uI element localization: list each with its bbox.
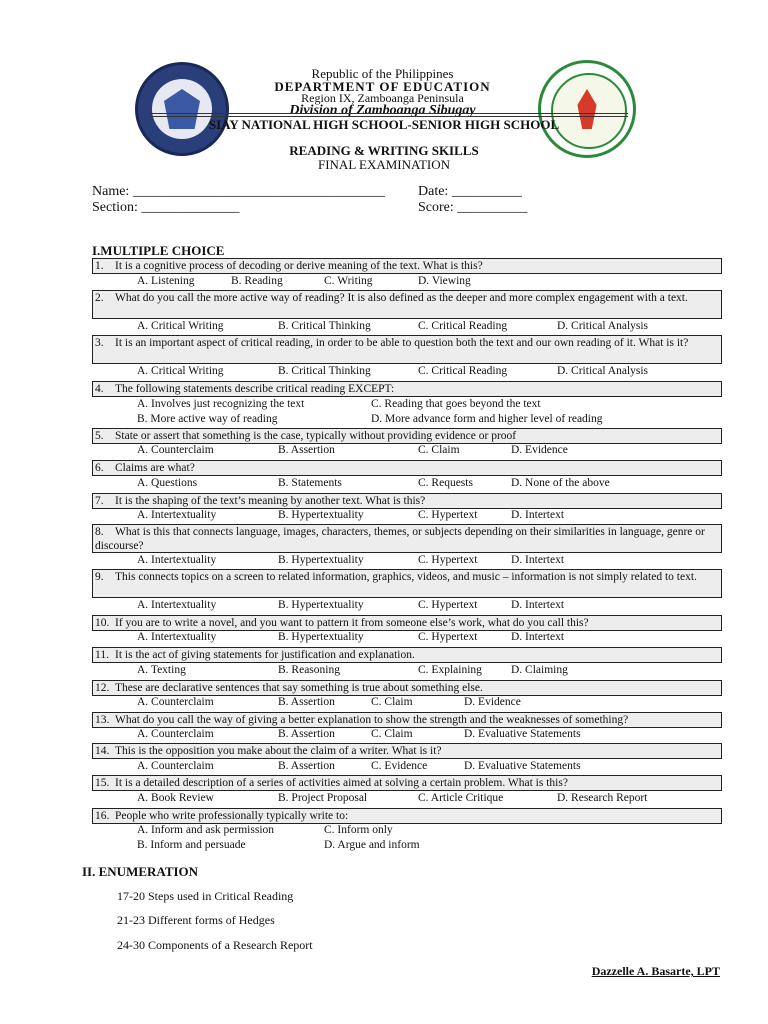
option-b[interactable]: B. Hypertextuality: [278, 631, 364, 643]
option-a[interactable]: A. Critical Writing: [137, 320, 224, 332]
question-text: What do you call the more active way of reading? It is also defined as the deeper and more complex engagement with a text.: [115, 292, 688, 304]
option-d[interactable]: D. Evaluative Statements: [464, 728, 581, 740]
option-d[interactable]: D. More advance form and higher level of reading: [371, 413, 603, 425]
option-d[interactable]: D. Research Report: [557, 792, 648, 804]
header-rule: [150, 113, 628, 114]
question-item: [92, 808, 722, 824]
option-a[interactable]: A. Intertextuality: [137, 599, 217, 611]
question-number: 2.: [95, 292, 104, 304]
option-d[interactable]: D. Evidence: [464, 696, 521, 708]
option-c[interactable]: C. Hypertext: [418, 631, 478, 643]
option-a[interactable]: A. Involves just recognizing the text: [137, 398, 305, 410]
question-number: 4.: [95, 383, 104, 395]
question-text: It is a detailed description of a series of activities aimed at solving a certain problem. What is this?: [115, 777, 568, 789]
option-b[interactable]: B. Hypertextuality: [278, 599, 364, 611]
option-a[interactable]: A. Critical Writing: [137, 365, 224, 377]
option-d[interactable]: D. Evaluative Statements: [464, 760, 581, 772]
question-text: It is an important aspect of critical reading, in order to be able to question both the text and our own reading of it. What is it?: [115, 337, 689, 349]
option-d[interactable]: D. Intertext: [511, 554, 565, 566]
option-c[interactable]: C. Requests: [418, 477, 473, 489]
question-number: 16.: [95, 810, 110, 822]
option-b[interactable]: B. Hypertextuality: [278, 554, 364, 566]
option-d[interactable]: D. Evidence: [511, 444, 568, 456]
option-c[interactable]: C. Explaining: [418, 664, 482, 676]
question-item: [92, 647, 722, 663]
score-field[interactable]: Score: __________: [418, 200, 528, 215]
header-republic: Republic of the Philippines: [311, 66, 454, 81]
option-a[interactable]: A. Listening: [137, 275, 195, 287]
option-c[interactable]: C. Claim: [371, 728, 413, 740]
option-b[interactable]: B. Inform and persuade: [137, 839, 246, 851]
exam-title: FINAL EXAMINATION: [317, 157, 451, 172]
question-item: [92, 569, 722, 598]
option-b[interactable]: B. Critical Thinking: [278, 320, 371, 332]
option-a[interactable]: A. Counterclaim: [137, 760, 214, 772]
question-number: 15.: [95, 777, 110, 789]
question-number: 1.: [95, 260, 104, 272]
question-item: [92, 335, 722, 364]
enumeration-item: 21-23 Different forms of Hedges: [117, 913, 275, 927]
option-d[interactable]: D. Intertext: [511, 509, 565, 521]
option-a[interactable]: A. Counterclaim: [137, 444, 214, 456]
option-a[interactable]: A. Counterclaim: [137, 696, 214, 708]
section-enumeration: II. ENUMERATION: [82, 864, 199, 879]
option-d[interactable]: D. Intertext: [511, 631, 565, 643]
question-number: 5.: [95, 430, 104, 442]
question-item: [92, 381, 722, 397]
question-text: What is this that connects language, images, characters, themes, or subjects depending on their similarities in language, genre or discourse?: [95, 526, 705, 552]
option-b[interactable]: B. Reading: [231, 275, 283, 287]
question-item: [92, 743, 722, 759]
option-a[interactable]: A. Inform and ask permission: [137, 824, 275, 836]
school-name: SIAY NATIONAL HIGH SCHOOL-SENIOR HIGH SCHOOL: [208, 117, 560, 132]
option-a[interactable]: A. Texting: [137, 664, 186, 676]
question-text: The following statements describe critical reading EXCEPT:: [115, 383, 395, 395]
question-number: 10.: [95, 617, 110, 629]
option-d[interactable]: D. Argue and inform: [324, 839, 420, 851]
option-b[interactable]: B. Project Proposal: [278, 792, 368, 804]
question-text: Claims are what?: [115, 462, 195, 474]
question-text: State or assert that something is the case, typically without providing evidence or proof: [115, 430, 517, 442]
option-b[interactable]: B. Assertion: [278, 728, 335, 740]
option-b[interactable]: B. Critical Thinking: [278, 365, 371, 377]
option-c[interactable]: C. Article Critique: [418, 792, 504, 804]
option-b[interactable]: B. Assertion: [278, 696, 335, 708]
question-item: [92, 775, 722, 791]
option-c[interactable]: C. Critical Reading: [418, 320, 508, 332]
question-item: [92, 290, 722, 319]
option-a[interactable]: A. Counterclaim: [137, 728, 214, 740]
option-d[interactable]: D. Critical Analysis: [557, 365, 649, 377]
option-b[interactable]: B. Assertion: [278, 760, 335, 772]
question-number: 12.: [95, 682, 110, 694]
option-c[interactable]: C. Claim: [418, 444, 460, 456]
header-division: Division of Zamboanga Sibugay: [289, 103, 476, 118]
question-item: [92, 428, 722, 444]
name-field[interactable]: Name: ____________________________________: [92, 184, 385, 199]
option-b[interactable]: B. Statements: [278, 477, 342, 489]
question-text: It is the shaping of the text’s meaning by another text. What is this?: [115, 495, 426, 507]
question-number: 8.: [95, 526, 104, 538]
question-number: 14.: [95, 745, 110, 757]
option-a[interactable]: A. Book Review: [137, 792, 214, 804]
question-text: What do you call the way of giving a better explanation to show the strength and the weaknesses of something?: [115, 714, 629, 726]
option-b[interactable]: B. Assertion: [278, 444, 335, 456]
question-text: This connects topics on a screen to related information, graphics, videos, and music – information is not simply related to text.: [115, 571, 697, 583]
option-c[interactable]: C. Evidence: [371, 760, 428, 772]
option-c[interactable]: C. Hypertext: [418, 599, 478, 611]
question-item: [92, 615, 722, 631]
option-c[interactable]: C. Reading that goes beyond the text: [371, 398, 541, 410]
question-item: [92, 524, 722, 553]
option-c[interactable]: C. Hypertext: [418, 509, 478, 521]
section-multiple-choice: I.MULTIPLE CHOICE: [92, 243, 225, 258]
question-text: It is the act of giving statements for justification and explanation.: [115, 649, 415, 661]
option-d[interactable]: D. Critical Analysis: [557, 320, 649, 332]
option-b[interactable]: B. Reasoning: [278, 664, 340, 676]
question-item: [92, 493, 722, 509]
option-a[interactable]: A. Intertextuality: [137, 554, 217, 566]
question-number: 6.: [95, 462, 104, 474]
option-c[interactable]: C. Claim: [371, 696, 413, 708]
enumeration-item: 24-30 Components of a Research Report: [117, 938, 313, 952]
option-a[interactable]: A. Questions: [137, 477, 198, 489]
option-d[interactable]: D. Viewing: [418, 275, 471, 287]
enumeration-item: 17-20 Steps used in Critical Reading: [117, 889, 294, 903]
question-text: These are declarative sentences that say something is true about something else.: [115, 682, 483, 694]
deped-seal-logo: [135, 62, 229, 156]
subject-title: READING & WRITING SKILLS: [289, 143, 479, 158]
option-d[interactable]: D. None of the above: [511, 477, 610, 489]
option-c[interactable]: C. Writing: [324, 275, 373, 287]
question-number: 7.: [95, 495, 104, 507]
question-number: 13.: [95, 714, 110, 726]
question-number: 9.: [95, 571, 104, 583]
question-item: [92, 460, 722, 476]
question-text: It is a cognitive process of decoding or derive meaning of the text. What is this?: [115, 260, 483, 272]
question-item: [92, 258, 722, 274]
header-region: Region IX, Zamboanga Peninsula: [301, 91, 464, 105]
question-number: 3.: [95, 337, 104, 349]
question-item: [92, 712, 722, 728]
option-a[interactable]: A. Intertextuality: [137, 631, 217, 643]
section-field[interactable]: Section: ______________: [92, 200, 240, 215]
option-b[interactable]: B. More active way of reading: [137, 413, 278, 425]
question-text: If you are to write a novel, and you want to pattern it from someone else’s work, what do you call this?: [115, 617, 589, 629]
option-d[interactable]: D. Claiming: [511, 664, 568, 676]
question-number: 11.: [95, 649, 109, 661]
option-d[interactable]: D. Intertext: [511, 599, 565, 611]
option-c[interactable]: C. Inform only: [324, 824, 393, 836]
option-b[interactable]: B. Hypertextuality: [278, 509, 364, 521]
teacher-signature: Dazzelle A. Basarte, LPT: [591, 964, 720, 978]
header-department: DEPARTMENT OF EDUCATION: [274, 79, 491, 94]
option-a[interactable]: A. Intertextuality: [137, 509, 217, 521]
date-field[interactable]: Date: __________: [418, 184, 522, 199]
question-text: This is the opposition you make about the claim of a writer. What is it?: [115, 745, 442, 757]
question-item: [92, 680, 722, 696]
question-text: People who write professionally typically write to:: [115, 810, 349, 822]
option-c[interactable]: C. Hypertext: [418, 554, 478, 566]
option-c[interactable]: C. Critical Reading: [418, 365, 508, 377]
